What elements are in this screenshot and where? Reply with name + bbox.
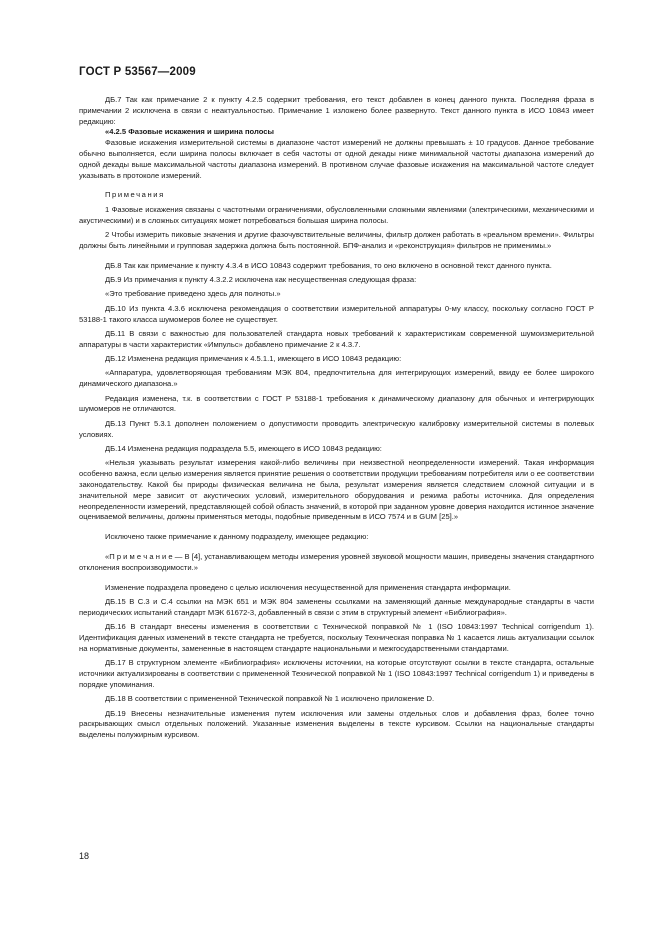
paragraph-db16: ДБ.16 В стандарт внесены изменения в соответствии с Технической поправкой № 1 (ISO 10843:1997 Technical corrigendum 1). Идентификация данных изменений в тексте стандарта не требуется, поскольку Техническая поправка № 1 касается лишь актуализации ссылок на нормативные документы, замененные в настоящем стандарте национальными и межгосударственными стандартами. [79,622,594,653]
notes-heading: Примечания [105,190,165,200]
document-header: ГОСТ Р 53567—2009 [79,66,196,78]
paragraph-db8: ДБ.8 Так как примечание к пункту 4.3.4 в ИСО 10843 содержит требования, то оно включено в основной текст данного пункта. [105,260,552,270]
paragraph-db12-note: Редакция изменена, т.к. в соответствии с ГОСТ Р 53188-1 требования к динамическому диапазону для обычных и интегрирующих шумомеров не отличаются. [79,393,594,414]
paragraph-phase-distortion: Фазовые искажения измерительной системы в диапазоне частот измерений не должны превышать ± 10 градусов. Данное требование обычно выполняется, если ширина полосы включает в себя частоты от одной декады ниже минимальной частоты диапазона измерений до одной декады выше максимальной частоты диапазона измерений. В противном случае фазовые искажения на максимальной частоте следует указывать в протоколе измерений. [79,138,594,180]
quote-db9: «Это требование приведено здесь для полноты.» [105,289,281,299]
paragraph-db9: ДБ.9 Из примечания к пункту 4.3.2.2 исключена как несущественная следующая фраза: [105,274,417,284]
paragraph-db14-change: Изменение подраздела проведено с целью исключения несущественной для применения стандарта информации. [105,582,511,592]
paragraph-db13: ДБ.13 Пункт 5.3.1 дополнен положением о допустимости проводить электрическую калибровку измерительной системы в полевых условиях. [79,418,594,439]
paragraph-db14: ДБ.14 Изменена редакция подраздела 5.5, имеющего в ИСО 10843 редакцию: [105,444,382,454]
quote-db14: «Нельзя указывать результат измерения какой-либо величины при неизвестной неопределенности измерений. Такая информация особенно важна, если целью измерения является принятие решения о соответствии продукции требованиям потребителя или о ее соответствии законодательству. Какой бы природы физическая величина не была, результат измерения является следствием сложной ситуации и в значительной мере зависит от акустических условий, измерительного оборудования и режима работы источника. Для определения неопределенности измерений, представляющей собой область значений, в которой при заданном уровне доверия находится истинное значение оцениваемой величины, должны применяться методы, подобные приведенным в ИСО 7574 и в GUM [25].» [79,458,594,522]
quote-db12: «Аппаратура, удовлетворяющая требованиям МЭК 804, предпочтительна для интегрирующих измерений, ввиду ее более широкого динамического диапазона.» [79,368,594,389]
paragraph-db12: ДБ.12 Изменена редакция примечания к 4.5.1.1, имеющего в ИСО 10843 редакцию: [105,354,402,364]
document-body [79,95,594,741]
paragraph-db19: ДБ.19 Внесены незначительные изменения путем исключения или замены отдельных слов и добавления фраз, более точно раскрывающих смысл отдельных положений. Указанные изменения выделены в тексте курсивом. Ссылки на национальные стандарты выделены полужирным курсивом. [79,708,594,740]
paragraph-db10: ДБ.10 Из пункта 4.3.6 исключена рекомендация о соответствии измерительной аппаратуры 0-му классу, поскольку согласно ГОСТ Р 53188-1 такого класса шумомеров более не существует. [79,303,594,324]
paragraph-db18: ДБ.18 В соответствии с примененной Технической поправкой № 1 исключено приложение D. [105,694,435,704]
paragraph-db7: ДБ.7 Так как примечание 2 к пункту 4.2.5 содержит требования, его текст добавлен в конец данного пункта. Последняя фраза в примечании 2 исключена в связи с неактуальностью. Примечание 1 изложено более развернуто. Текст данного пункта в ИСО 10843 имеет редакцию: [79,95,594,126]
note-2: 2 Чтобы измерить пиковые значения и другие фазочувствительные величины, фильтр должен работать в «реальном времени». Фильтры должны быть линейными и групповая задержка должна быть постоянной. БПФ-анализ и «реконструкция» фильтров не применимы.» [79,229,594,250]
paragraph-db17: ДБ.17 В структурном элементе «Библиография» исключены источники, на которые отсутствуют ссылки в тексте стандарта, остальные источники актуализированы в соответствии с примененной Технической поправкой № 1 (ISO 10843:1997 Technical corrigendum 1) и приведены в порядке упоминания. [79,658,594,689]
quote-db14-note: «П р и м е ч а н и е — В [4], устанавливающем методы измерения уровней звуковой мощности машин, приведены значения стандартного отклонения воспроизводимости.» [79,552,594,572]
paragraph-db14-excluded: Исключено также примечание к данному подразделу, имеющее редакцию: [105,532,369,542]
paragraph-db11: ДБ.11 В связи с важностью для пользователей стандарта новых требований к характеристикам современной шумоизмерительной аппаратуры в части характеристик «Импульс» добавлено примечание 2 к 4.3.7. [79,328,594,349]
page-number: 18 [79,851,90,861]
paragraph-db15: ДБ.15 В С.3 и С.4 ссылки на МЭК 651 и МЭК 804 заменены ссылками на заменяющий данные международные стандарты в части периодических испытаний стандарт МЭК 61672-3, добавленный в связи с этим в структурный элемент «Библиография». [79,597,594,617]
note-1: 1 Фазовые искажения связаны с частотными ограничениями, обусловленными сложными явлениями (электрическими, механическими и акустическими) и в сложных ситуациях может потребоваться большая ширина полосы. [79,204,594,225]
section-heading-4-2-5: «4.2.5 Фазовые искажения и ширина полосы [105,127,274,137]
